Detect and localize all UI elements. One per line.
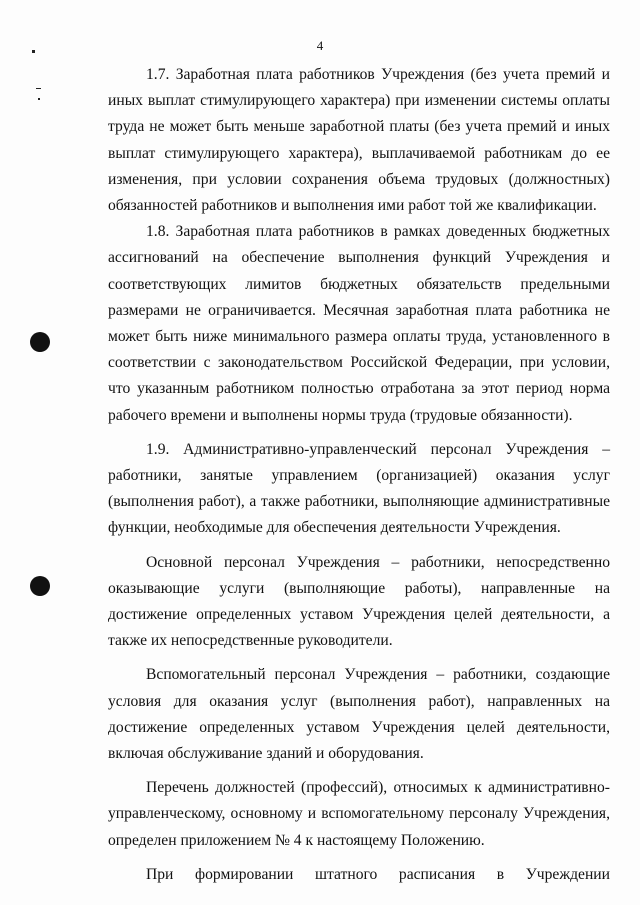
paragraph-support-staff: Вспомогательный персонал Учреждения – работники, создающие условия для оказания услуг (выполнения работ), направленных на достижение определенных уставом Учреждения целей деятельности, включая обслуживание зданий и оборудования. <box>108 666 610 763</box>
paragraph-1-7: 1.7. Заработная плата работников Учреждения (без учета премий и иных выплат стимулирующего характера) при изменении системы оплаты труда не может быть меньше заработной платы (без учета премий и иных выплат стимулирующего характера), выплачиваемой работникам до ее изменения, при условии сохранения объема трудовых (должностных) обязанностей работников и выполнения ими работ той же квалификации. <box>108 66 610 215</box>
paragraph-main-staff: Основной персонал Учреждения – работники, непосредственно оказывающие услуги (выполняющие работы), направленные на достижение определенных уставом Учреждения целей деятельности, а также их непосредственные руководители. <box>108 553 610 650</box>
document-body <box>108 62 610 888</box>
scan-speck <box>38 98 40 100</box>
paragraph-positions-list: Перечень должностей (профессий), относимых к административно-управленческому, основному и вспомогательному персоналу Учреждения, определен приложением № 4 к настоящему Положению. <box>108 779 610 849</box>
page-number: 4 <box>316 38 324 53</box>
binder-hole-top <box>30 332 50 352</box>
paragraph-1-8: 1.8. Заработная плата работников в рамках доведенных бюджетных ассигнований на обеспечение выполнения функций Учреждения и соответствующих лимитов бюджетных обязательств предельными размерами не ограничивается. Месячная заработная плата работника не может быть ниже минимального размера оплаты труда, установленного в соответствии с законодательством Российской Федерации, при условии, что указанным работником полностью отработана за этот период норма рабочего времени и выполнены нормы труда (трудовые обязанности). <box>108 223 610 424</box>
binder-hole-bottom <box>30 576 50 596</box>
scan-speck <box>32 50 35 53</box>
paragraph-1-9: 1.9. Административно-управленческий персонал Учреждения – работники, занятые управлением (организацией) оказания услуг (выполнения работ), а также работники, выполняющие административные функции, необходимые для обеспечения деятельности Учреждения. <box>108 440 610 537</box>
scan-speck <box>36 88 41 89</box>
paragraph-staffing-start: При формировании штатного расписания в Учреждении <box>146 865 610 883</box>
